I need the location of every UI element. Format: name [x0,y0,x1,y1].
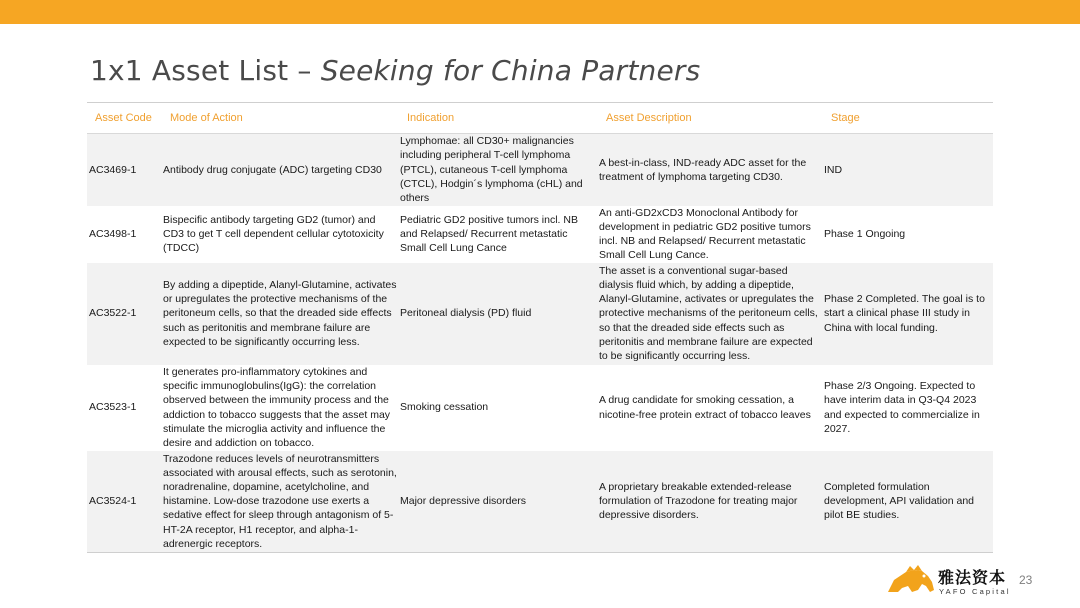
page-title [90,54,700,87]
header-asset-description: Asset Description [598,103,823,134]
asset-code-cell: AC3469-1 [87,134,162,206]
indication-cell: Peritoneal dialysis (PD) fluid [399,263,598,365]
indication-cell: Smoking cessation [400,401,489,414]
top-accent-bar [0,0,1080,24]
asset-code-cell: AC3522-1 [87,263,162,365]
header-stage: Stage [823,103,993,134]
description-cell: The asset is a conventional sugar-based dialysis fluid which, by adding a dipeptide, Alanyl-Glutamine, activates or upregulates the protective mechanisms of the peritoneum cells, so that the dreaded side effects such as peritonitis and membrane failure are expected to be significantly occurring less. [598,263,823,365]
header-indication: Indication [399,103,598,134]
asset-code-cell: AC3524-1 [87,451,162,553]
moa-cell: Bispecific antibody targeting GD2 (tumor) and CD3 to get T cell dependent cellular cytotoxicity (TDCC) [163,213,384,255]
description-cell: A proprietary breakable extended-release formulation of Trazodone for treating major depressive disorders. [598,451,823,553]
indication-cell: Pediatric GD2 positive tumors incl. NB and Relapsed/ Recurrent metastatic Small Cell Lung Cance [400,213,578,255]
moa-cell: Antibody drug conjugate (ADC) targeting CD30 [162,134,399,206]
description-cell: A drug candidate for smoking cessation, a nicotine-free protein extract of tobacco leaves [599,394,811,421]
logo-chinese-text: 雅法资本 [938,570,1007,587]
asset-table [87,102,993,553]
header-mode-of-action: Mode of Action [162,103,399,134]
description-cell: An anti-GD2xCD3 Monoclonal Antibody for development in pediatric GD2 positive tumors incl. NB and Relapsed/ Recurrent metastatic Small Cell Lung Cance. [599,206,811,262]
description-cell: A best-in-class, IND-ready ADC asset for the treatment of lymphoma targeting CD30. [598,134,823,206]
asset-code-cell: AC3498-1 [89,227,137,240]
header-asset-code: Asset Code [87,103,162,134]
table-row [87,206,993,263]
moa-cell: Trazodone reduces levels of neurotransmitters associated with arousal effects, such as serotonin, noradrenaline, dopamine, acetylcholine, and histamine. Low-dose trazodone use exerts a sedative effect for sleep through antagonism of 5-HT-2A receptor, H1 receptor, and alpha-1-adrenergic receptors. [162,451,399,553]
page-number: 23 [1019,573,1033,587]
table-row [87,263,993,365]
logo-english-text: YAFO Capital [939,587,1011,596]
stage-cell: Phase 1 Ongoing [824,227,906,240]
table-row [87,134,993,206]
indication-cell: Major depressive disorders [399,451,598,553]
asset-table-container [87,102,993,553]
stage-cell: IND [823,134,993,206]
stage-cell: Completed formulation development, API validation and pilot BE studies. [823,451,993,553]
table-header-row [87,103,993,134]
moa-cell: By adding a dipeptide, Alanyl-Glutamine, activates or upregulates the protective mechanisms of the peritoneum cells, so that the dreaded side effects such as peritonitis and membrane failure are expected to be significantly occurring less. [162,263,399,365]
stage-cell: Phase 2/3 Ongoing. Expected to have interim data in Q3-Q4 2023 and expected to commercialize in 2027. [824,380,980,435]
table-row [87,451,993,553]
table-row [87,365,993,451]
title-italic: Seeking for China Partners [320,54,701,87]
title-main: 1x1 Asset List – [90,54,321,87]
stage-cell: Phase 2 Completed. The goal is to start a clinical phase III study in China with local funding. [823,263,993,365]
moa-cell: It generates pro-inflammatory cytokines and specific immunoglobulins(IgG): the correlation observed between the immunity process and the addiction to tobacco suggests that the asset may stimulate the microglia activity and influence the desire and addiction on tobacco. [163,365,391,449]
indication-cell: Lymphomae: all CD30+ malignancies including peripheral T-cell lymphoma (PTCL), cutaneous T-cell lymphoma (CTCL), Hodgin´s lymphoma (cHL) and others [399,134,598,206]
asset-code-cell: AC3523-1 [89,401,137,414]
